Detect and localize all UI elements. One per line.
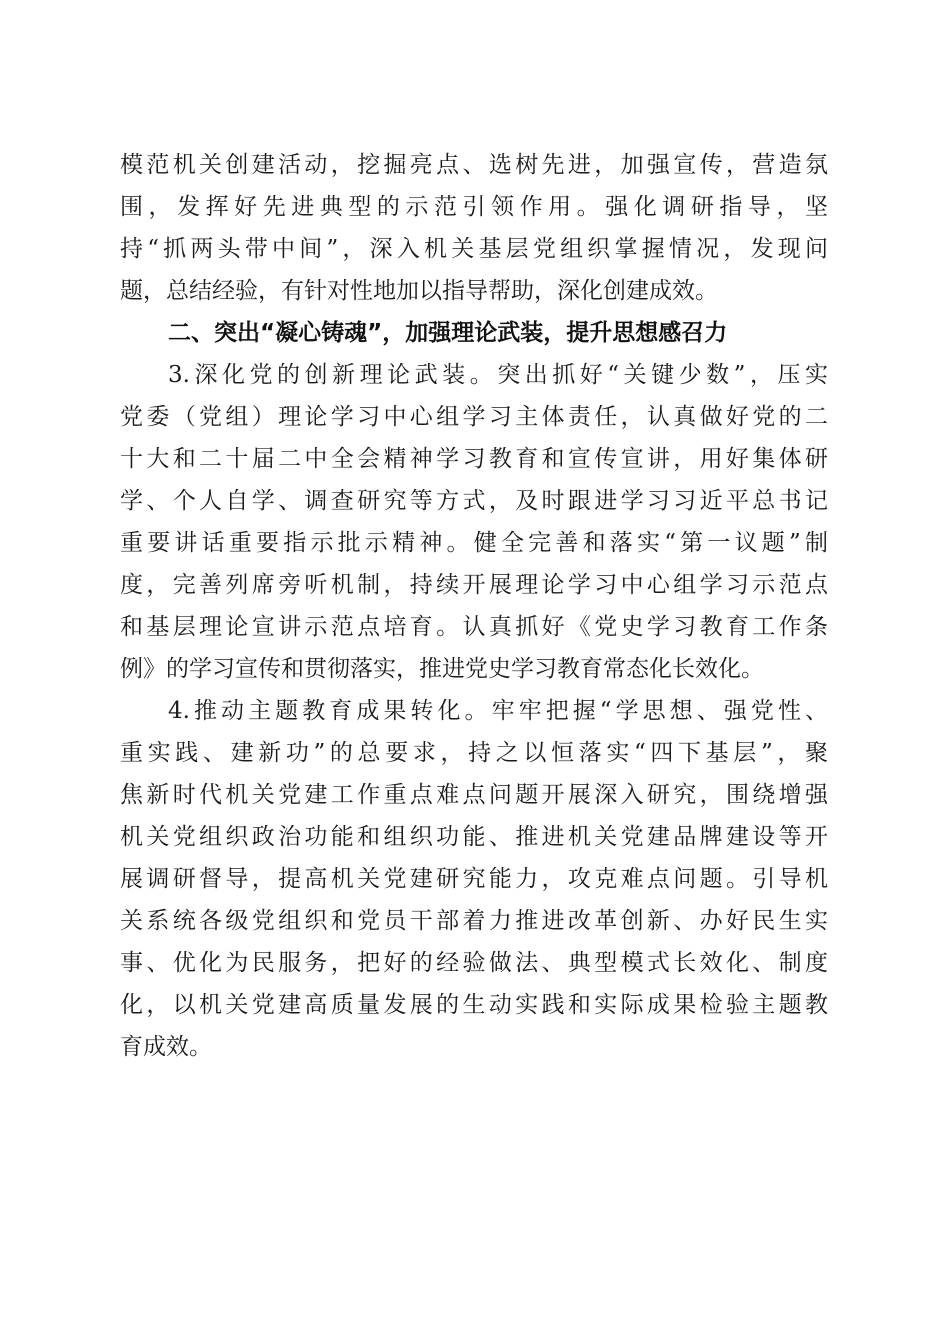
- section-heading: 二、突出“凝心铸魂”，加强理论武装，提升思想感召力: [168, 320, 728, 346]
- text-line: 机关党组织政治功能和组织功能、推进机关党建品牌建设等开: [120, 824, 828, 850]
- paragraph-item-4: [120, 690, 828, 1068]
- text-line: 焦新时代机关党建工作重点难点问题开展深入研究，围绕增强: [120, 782, 828, 808]
- document-page: [120, 144, 828, 1068]
- text-line: 题，总结经验，有针对性地加以指导帮助，深化创建成效。: [120, 278, 718, 304]
- text-line: 育成效。: [120, 1034, 212, 1060]
- section-heading-2: [120, 312, 828, 354]
- text-line: 持“抓两头带中间”，深入机关基层党组织掌握情况，发现问: [120, 236, 828, 262]
- text-line: 和基层理论宣讲示范点培育。认真抓好《党史学习教育工作条: [120, 614, 828, 640]
- paragraph-item-3: [120, 354, 828, 690]
- text-line: 围，发挥好先进典型的示范引领作用。强化调研指导，坚: [120, 194, 828, 220]
- text-line: 度，完善列席旁听机制，持续开展理论学习中心组学习示范点: [120, 572, 828, 598]
- text-line: 学、个人自学、调查研究等方式，及时跟进学习习近平总书记: [120, 488, 828, 514]
- text-line: 4.推动主题教育成果转化。牢牢把握“学思想、强党性、: [168, 698, 828, 724]
- text-line: 关系统各级党组织和党员干部着力推进改革创新、办好民生实: [120, 908, 828, 934]
- paragraph-creation-activities: [120, 144, 828, 312]
- text-line: 模范机关创建活动，挖掘亮点、选树先进，加强宣传，营造氛: [120, 152, 828, 178]
- text-line: 重要讲话重要指示批示精神。健全完善和落实“第一议题”制: [120, 530, 828, 556]
- text-line: 重实践、建新功”的总要求，持之以恒落实“四下基层”，聚: [120, 740, 828, 766]
- text-line: 事、优化为民服务，把好的经验做法、典型模式长效化、制度: [120, 950, 828, 976]
- text-line: 化，以机关党建高质量发展的生动实践和实际成果检验主题教: [120, 992, 828, 1018]
- text-line: 党委（党组）理论学习中心组学习主体责任，认真做好党的二: [120, 404, 828, 430]
- text-line: 例》的学习宣传和贯彻落实，推进党史学习教育常态化长效化。: [120, 656, 764, 682]
- text-line: 3.深化党的创新理论武装。突出抓好“关键少数”，压实: [168, 362, 828, 388]
- text-line: 展调研督导，提高机关党建研究能力，攻克难点问题。引导机: [120, 866, 828, 892]
- text-line: 十大和二十届二中全会精神学习教育和宣传宣讲，用好集体研: [120, 446, 828, 472]
